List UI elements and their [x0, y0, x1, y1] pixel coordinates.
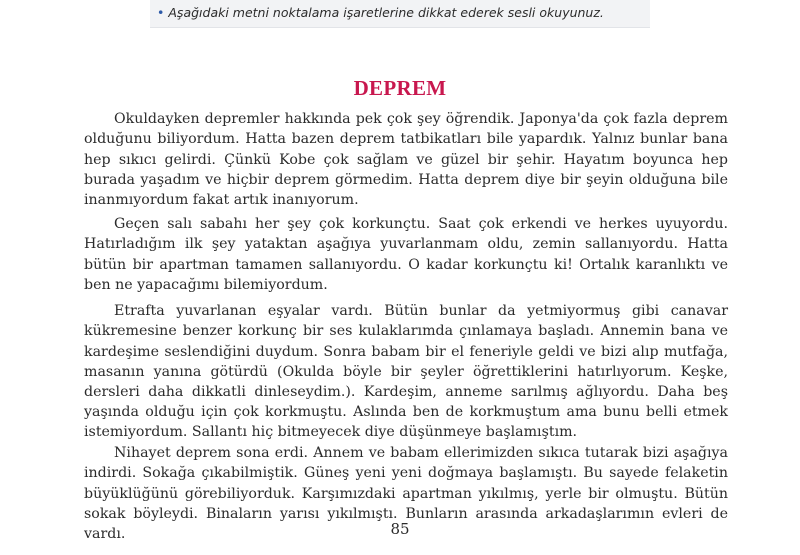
instruction-line — [157, 5, 604, 20]
page-title: DEPREM — [353, 76, 447, 101]
paragraph-1: Okuldayken depremler hakkında pek çok şey öğrendik. Japonya'da çok fazla deprem olduğunu biliyordum. Hatta bazen deprem tatbikatları bile yapardık. Yalnız bunlar bana hep sıkıcı gelirdi. Çünkü Kobe çok sağlam ve güzel bir şehir. Hayatım boyunca hep burada yaşadım ve hiçbir deprem görmedim. Hatta deprem diye bir şeyin olduğuna bile inanmıyordum fakat artık inanıyorum. — [84, 111, 728, 208]
page-number: 85 — [390, 520, 410, 538]
paragraph-3: Etrafta yuvarlanan eşyalar vardı. Bütün bunlar da yetmiyormuş gibi canavar kükremesine benzer korkunç bir ses kulaklarımda çınlamaya başladı. Annemin bana ve kardeşime seslendiğini duydum. Sonra babam bir el feneriyle geldi ve bizi alıp mutfağa, masanın yanına götürdü (Okulda böyle bir şeyler öğrettiklerini hatırlıyorum. Keşke, dersleri daha dikkatli dinleseydim.). Kardeşim, anneme sarılmış ağlıyordu. Daha beş yaşında olduğu için çok korkmuştu. Aslında ben de korkmuştum ama bunu belli etmek istemiyordum. Sallantı hiç bitmeyecek diye düşünmeye başlamıştım. — [84, 303, 728, 441]
paragraph-4: Nihayet deprem sona erdi. Annem ve babam ellerimizden sıkıca tutarak bizi aşağıya indirdi. Sokağa çıkabilmiştik. Güneş yeni yeni doğmaya başlamıştı. Bu sayede felaketin büyüklüğünü görebiliyorduk. Karşımızdaki apartman yıkılmış, yerle bir olmuştu. Bütün sokak böyleydi. Binaların yarısı yıkılmıştı. Bunların arasında arkadaşlarımın evleri de vardı. — [84, 445, 728, 542]
instruction-text: Aşağıdaki metni noktalama işaretlerine dikkat ederek sesli okuyunuz. — [168, 5, 604, 20]
bullet-icon: • — [157, 5, 165, 20]
paragraph-2: Geçen salı sabahı her şey çok korkunçtu. Saat çok erkendi ve herkes uyuyordu. Hatırladığım ilk şey yataktan aşağıya yuvarlanmam oldu, zemin sallanıyordu. Hatta bütün bir apartman tamamen sallanıyordu. O kadar korkunçtu ki! Ortalık karanlıktı ve ben ne yapacağımı bilemiyordum. — [84, 216, 728, 293]
